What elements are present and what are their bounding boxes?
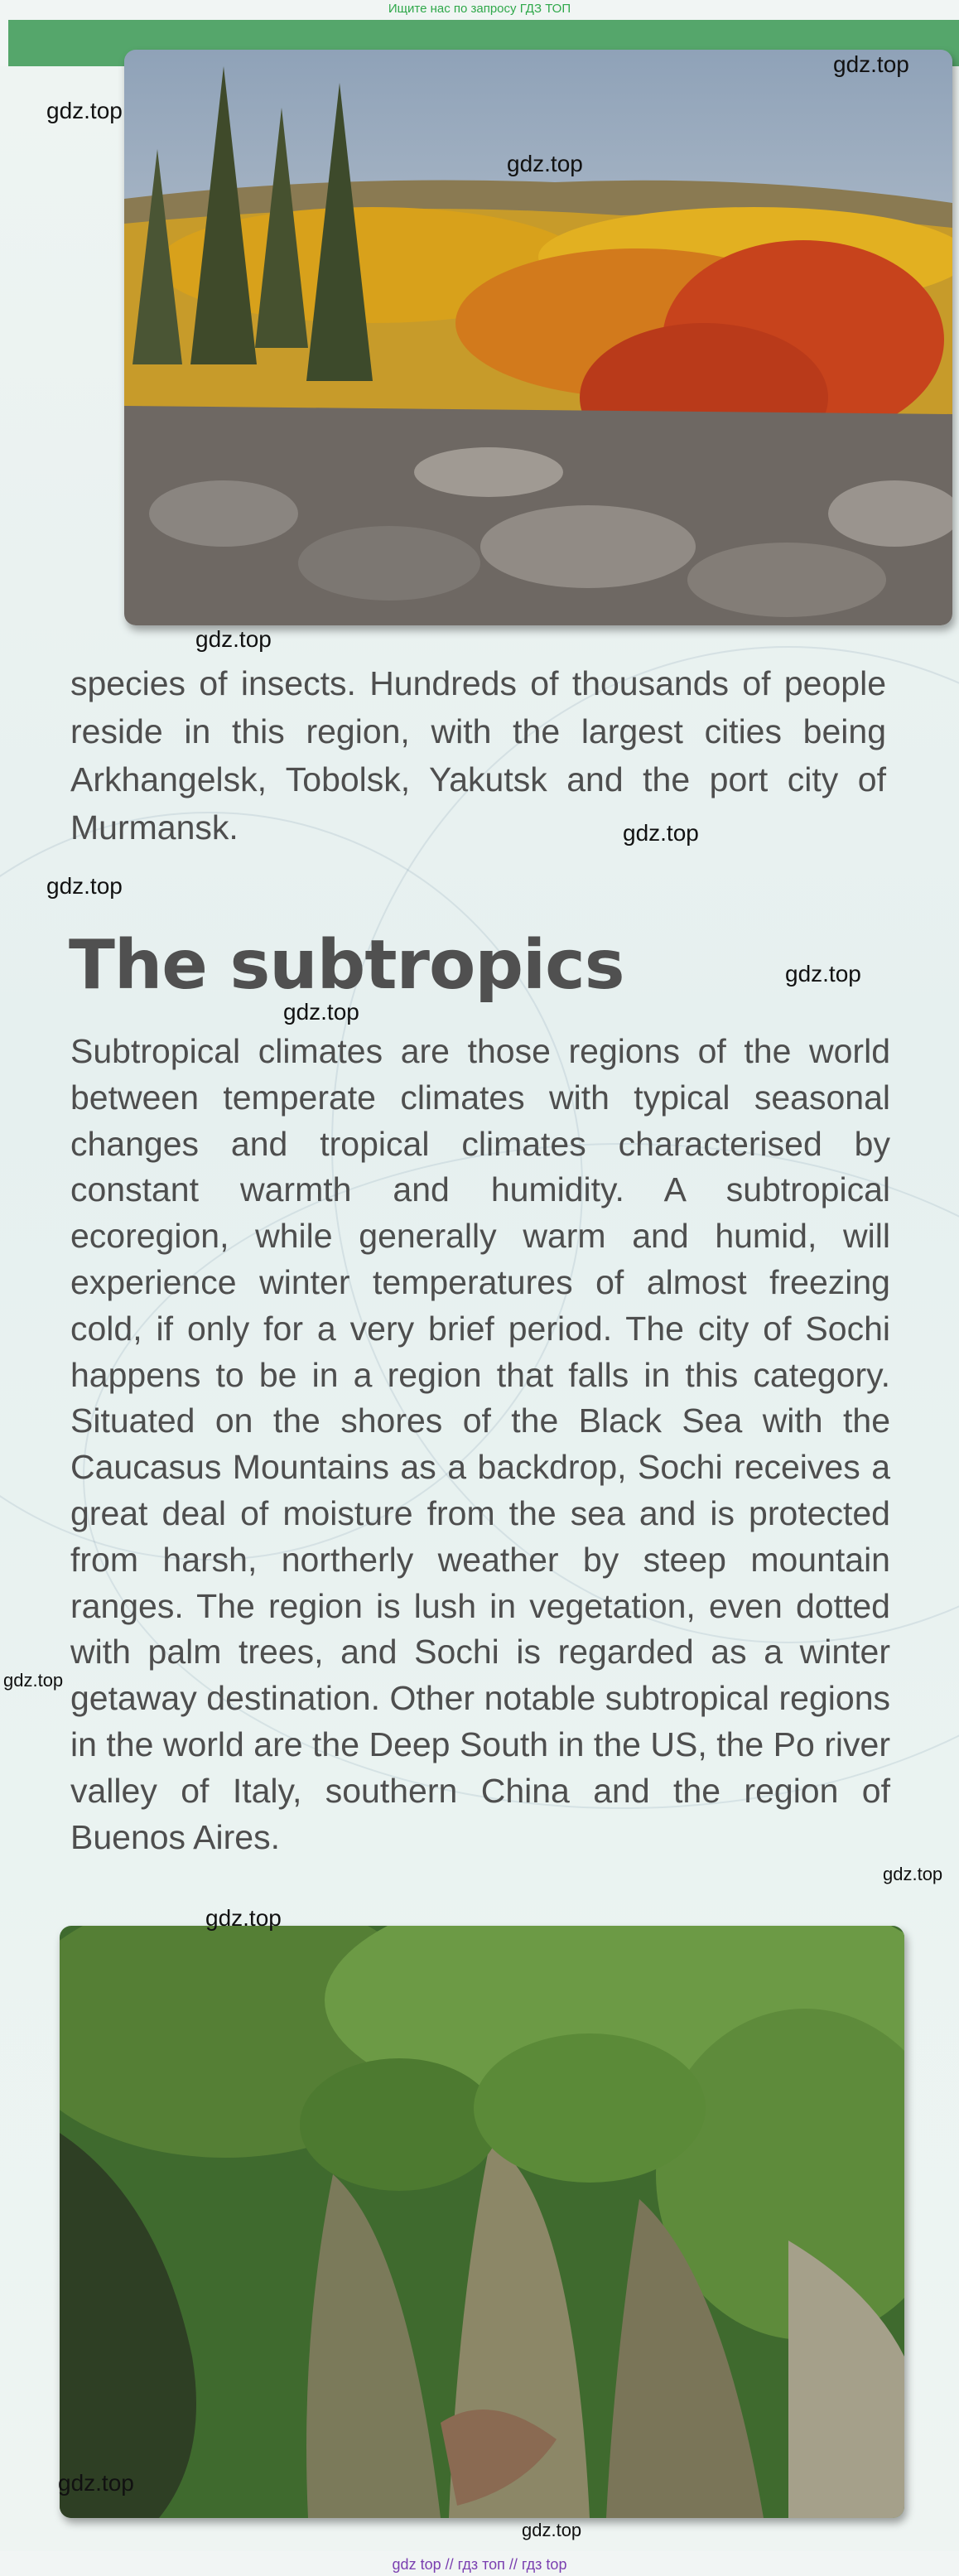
watermark: gdz.top (46, 98, 123, 123)
watermark: gdz.top (833, 51, 909, 77)
watermark: gdz.top (785, 961, 861, 987)
subtropics-heading: The subtropics (69, 926, 624, 1005)
watermark: gdz.top (507, 151, 583, 176)
watermark: gdz.top (195, 626, 272, 652)
gorge-photo-svg (60, 1926, 904, 2518)
watermark: gdz.top (623, 820, 699, 846)
taiga-photo (124, 50, 952, 625)
footer-links[interactable]: gdz top // гдз топ // гдз top (392, 2556, 567, 2573)
watermark: gdz.top (883, 1864, 943, 1884)
watermark: gdz.top (205, 1905, 282, 1931)
gorge-photo (60, 1926, 904, 2518)
watermark: gdz.top (522, 2520, 582, 2540)
taiga-photo-svg (124, 50, 952, 625)
top-search-banner[interactable]: Ищите нас по запросу ГДЗ ТОП (388, 2, 571, 16)
watermark: gdz.top (3, 1670, 64, 1691)
taiga-paragraph-end: species of insects. Hundreds of thousands of people reside in this region, with the largest cities being Arkhangelsk, Tobolsk, Yakutsk and the port city of Murmansk. (70, 664, 886, 847)
watermark: gdz.top (58, 2470, 134, 2496)
watermark: gdz.top (46, 873, 123, 899)
watermark: gdz.top (283, 999, 359, 1025)
subtropics-paragraph: Subtropical climates are those regions of the world between temperate climates with typical seasonal changes and tropical climates characterised by constant warmth and humidity. A subtropical ecoregion, while generally warm and humid, will experience winter temperatures of almost freezing cold, if only for a very brief period. The city of Sochi happens to be in a region that falls in this category. Situated on the shores of the Black Sea with the Caucasus Mountains as a backdrop, Sochi receives a great deal of moisture from the sea and is protected from harsh, northerly weather by steep mountain ranges. The region is lush in vegetation, even dotted with palm trees, and Sochi is regarded as a winter getaway destination. Other notable subtropical regions in the world are the Deep South in the US, the Po river valley of Italy, southern China and the region of Buenos Aires. (70, 1032, 890, 1856)
